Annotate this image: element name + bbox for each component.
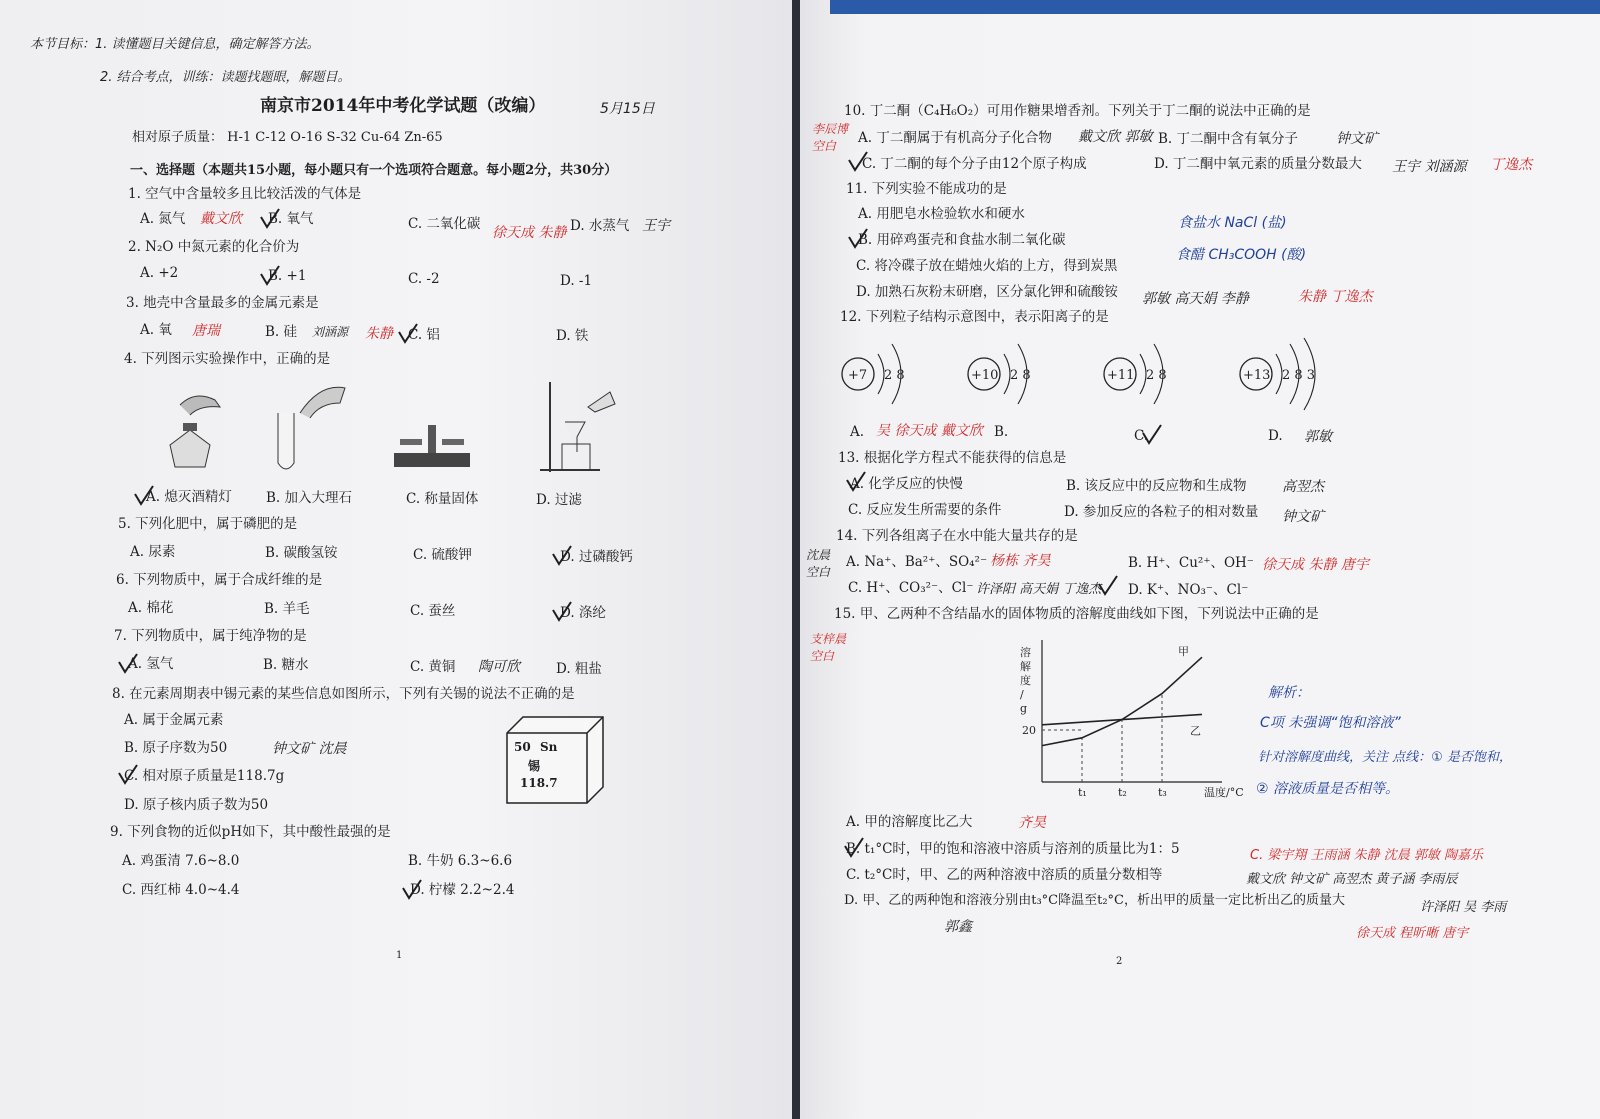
handwritten-name: 钟文矿 xyxy=(1282,509,1324,525)
handwritten-name: 吴 徐天成 戴文欣 xyxy=(876,423,983,439)
tile-atomic-number: 50 xyxy=(514,740,531,754)
page-number: 1 xyxy=(396,950,403,961)
analysis-note: ② 溶液质量是否相等。 xyxy=(1256,781,1400,797)
ion-diagram xyxy=(838,332,928,417)
option-b: B. 氧气 xyxy=(268,211,314,227)
option-a: A. +2 xyxy=(140,265,179,281)
option-d: D. K⁺、NO₃⁻、Cl⁻ xyxy=(1128,582,1249,598)
handwritten-name: 郭敏 高天娟 李静 xyxy=(1142,291,1249,307)
handwritten-name: 戴文欣 钟文矿 高翌杰 黄子涵 李雨辰 xyxy=(1246,872,1458,887)
option-b: B. H⁺、Cu²⁺、OH⁻ xyxy=(1128,555,1254,571)
option-c: C. 西红柿 4.0~4.4 xyxy=(122,882,240,898)
handwritten-note: 2. 结合考点，训练：读题找题眼，解题目。 xyxy=(100,70,351,85)
option-c: C. 相对原子质量是118.7g xyxy=(124,768,285,784)
check-mark-icon xyxy=(846,227,868,249)
y-tick-label: 20 xyxy=(1022,724,1036,737)
handwritten-name: 戴文欣 xyxy=(200,211,242,227)
option-c: C. xyxy=(1134,428,1149,444)
ion-diagram xyxy=(1236,332,1346,417)
svg-text:+13: +13 xyxy=(1243,368,1271,383)
option-b: B. 碳酸氢铵 xyxy=(265,545,338,561)
x-tick-label: t₃ xyxy=(1158,786,1167,799)
handwritten-name: 王宇 xyxy=(642,218,670,234)
y-axis-label: 溶 xyxy=(1020,646,1031,659)
check-mark-icon xyxy=(116,652,138,674)
option-d: D. 铁 xyxy=(556,328,589,344)
option-d: D. xyxy=(1268,428,1283,444)
question-stem: 8. 在元素周期表中锡元素的某些信息如图所示，下列有关锡的说法不正确的是 xyxy=(112,686,575,702)
handwritten-side-note: 沈晨 空白 xyxy=(806,548,831,579)
series-label: 甲 xyxy=(1178,645,1189,659)
question-stem: 1. 空气中含量较多且比较活泼的气体是 xyxy=(128,186,362,202)
handwritten-name: 徐天成 程昕晰 唐宇 xyxy=(1356,926,1469,941)
svg-text:+7: +7 xyxy=(848,368,868,383)
option-d: D. -1 xyxy=(560,273,593,289)
option-a: A. 氮气 xyxy=(140,211,186,227)
x-tick-label: t₂ xyxy=(1118,786,1127,799)
check-mark-icon xyxy=(396,322,418,344)
section-heading: 一、选择题（本题共15小题，每小题只有一个选项符合题意。每小题2分，共30分） xyxy=(130,163,618,178)
handwritten-name: 戴文欣 郭敏 xyxy=(1078,129,1153,145)
ion-diagram xyxy=(1100,332,1190,417)
option-a: A. 熄灭酒精灯 xyxy=(146,489,232,505)
solubility-chart xyxy=(1010,636,1244,806)
question-stem: 5. 下列化肥中，属于磷肥的是 xyxy=(118,516,298,532)
check-mark-icon xyxy=(550,600,572,622)
option-a: A. 尿素 xyxy=(130,544,176,560)
atomic-masses: 相对原子质量： H-1 C-12 O-16 S-32 Cu-64 Zn-65 xyxy=(132,130,443,145)
check-mark-icon xyxy=(844,470,866,492)
option-b: B. 牛奶 6.3~6.6 xyxy=(408,853,513,869)
question-stem: 3. 地壳中含量最多的金属元素是 xyxy=(126,295,319,311)
option-b: B. t₁°C时，甲的饱和溶液中溶质与溶剂的质量比为1：5 xyxy=(846,841,1180,857)
analysis-note: 针对溶解度曲线，关注 点线：① 是否饱和， xyxy=(1258,750,1512,765)
handwritten-name: 许泽阳 吴 李雨 xyxy=(1420,900,1507,915)
option-b: B. 该反应中的反应物和生成物 xyxy=(1066,478,1247,494)
option-b: B. xyxy=(994,424,1009,440)
test-tube-icon xyxy=(270,383,350,475)
handwritten-name: 钟文矿 沈晨 xyxy=(272,741,347,757)
handwritten-name: 朱静 丁逸杰 xyxy=(1298,289,1373,305)
handwritten-name: 郭敏 xyxy=(1304,429,1332,445)
option-a: A. Na⁺、Ba²⁺、SO₄²⁻ xyxy=(846,554,988,570)
option-d: D. 参加反应的各粒子的相对数量 xyxy=(1064,504,1259,520)
option-b: B. 用碎鸡蛋壳和食盐水制二氧化碳 xyxy=(858,232,1066,248)
analysis-note: 解析： xyxy=(1268,685,1310,701)
handwritten-name: 唐瑞 xyxy=(192,323,220,339)
x-axis-label: 温度/°C xyxy=(1204,786,1244,799)
check-mark-icon xyxy=(116,763,138,785)
option-c: C. 硫酸钾 xyxy=(413,547,472,563)
option-a: A. 氢气 xyxy=(128,656,174,672)
tile-mass: 118.7 xyxy=(520,776,558,790)
option-a: A. xyxy=(850,424,865,440)
option-a: A. 用肥皂水检验软水和硬水 xyxy=(858,206,1025,222)
handwritten-date: 5月15日 xyxy=(600,101,655,117)
analysis-note: C项 未强调“饱和溶液” xyxy=(1260,715,1401,731)
question-stem: 2. N₂O 中氮元素的化合价为 xyxy=(128,239,300,255)
question-stem: 12. 下列粒子结构示意图中，表示阳离子的是 xyxy=(840,309,1109,325)
option-c: C. 丁二酮的每个分子由12个原子构成 xyxy=(862,156,1087,172)
y-axis-label: 度 xyxy=(1020,674,1031,687)
option-d: D. 过滤 xyxy=(536,492,582,508)
question-stem: 15. 甲、乙两种不含结晶水的固体物质的溶解度曲线如下图，下列说法中正确的是 xyxy=(834,606,1319,622)
option-d: D. 粗盐 xyxy=(556,661,602,677)
x-tick-label: t₁ xyxy=(1078,786,1087,799)
option-c: C. 铝 xyxy=(408,327,440,343)
option-c: C. 将冷碟子放在蜡烛火焰的上方，得到炭黑 xyxy=(856,258,1118,274)
series-line xyxy=(1042,714,1202,724)
check-mark-icon xyxy=(1096,574,1118,596)
handwritten-name: 郭鑫 xyxy=(944,919,972,935)
svg-text:2 8: 2 8 xyxy=(884,368,905,383)
option-b: B. 丁二酮中含有氧分子 xyxy=(1158,131,1299,147)
handwritten-name: 徐天成 朱静 唐宇 xyxy=(1262,557,1369,573)
background-strip xyxy=(830,0,1600,14)
handwritten-side-note: 李辰博 空白 xyxy=(812,122,849,153)
option-b: B. 硅 xyxy=(265,324,298,340)
handwritten-side-note: 支梓晨 空白 xyxy=(810,632,847,663)
handwritten-note-blue: 食盐水 NaCl (盐) xyxy=(1178,215,1287,231)
option-a: A. 氧 xyxy=(140,322,172,338)
ion-diagram xyxy=(964,332,1054,417)
handwritten-name: 王宇 刘涵源 xyxy=(1392,159,1467,175)
question-stem: 7. 下列物质中，属于纯净物的是 xyxy=(114,628,307,644)
option-a: A. 属于金属元素 xyxy=(124,712,224,728)
handwritten-name: 朱静 xyxy=(365,326,393,342)
option-a: A. 丁二酮属于有机高分子化合物 xyxy=(858,130,1052,146)
option-c: C. t₂°C时，甲、乙的两种溶液中溶质的质量分数相等 xyxy=(846,867,1163,883)
handwritten-name: 陶可欣 xyxy=(478,659,520,675)
option-c: C. H⁺、CO₃²⁻、Cl⁻ xyxy=(848,580,974,596)
check-mark-icon xyxy=(846,150,868,172)
option-a: A. 甲的溶解度比乙大 xyxy=(846,814,973,830)
check-mark-icon xyxy=(550,544,572,566)
tile-symbol: Sn xyxy=(540,740,558,754)
check-mark-icon xyxy=(400,878,422,900)
tin-element-tile xyxy=(505,715,605,805)
check-mark-icon xyxy=(842,836,864,858)
check-mark-icon xyxy=(132,484,154,506)
option-d: D. 原子核内质子数为50 xyxy=(124,797,269,813)
option-d: D. 水蒸气 xyxy=(570,218,630,234)
series-label: 乙 xyxy=(1190,724,1201,738)
page-number: 2 xyxy=(1116,956,1123,967)
handwritten-name: 高翌杰 xyxy=(1282,479,1324,495)
handwritten-name: 钟文矿 xyxy=(1336,131,1378,147)
check-mark-icon xyxy=(1140,423,1162,445)
question-stem: 6. 下列物质中，属于合成纤维的是 xyxy=(116,572,323,588)
handwritten-name: 丁逸杰 xyxy=(1490,157,1532,173)
filter-funnel-icon xyxy=(540,382,620,474)
y-axis-label: g xyxy=(1020,702,1028,715)
option-a: A. 化学反应的快慢 xyxy=(850,476,963,492)
handwritten-note-blue: 食醋 CH₃COOH (酸) xyxy=(1176,247,1307,263)
question-stem: 14. 下列各组离子在水中能大量共存的是 xyxy=(836,528,1078,544)
svg-text:+10: +10 xyxy=(971,368,999,383)
question-stem: 13. 根据化学方程式不能获得的信息是 xyxy=(838,450,1067,466)
balance-scale-icon xyxy=(392,415,472,470)
option-d: D. 甲、乙的两种饱和溶液分别由t₃°C降温至t₂°C，析出甲的质量一定比析出乙的质量大 xyxy=(844,893,1345,908)
option-b: B. 羊毛 xyxy=(264,601,310,617)
option-d: D. 加熟石灰粉末研磨，区分氯化钾和硫酸铵 xyxy=(856,284,1118,300)
svg-text:+11: +11 xyxy=(1107,368,1135,383)
svg-text:2 8 3: 2 8 3 xyxy=(1282,368,1316,383)
option-c: C. -2 xyxy=(408,271,440,287)
option-d: D. 涤纶 xyxy=(560,605,606,621)
option-d: D. 过磷酸钙 xyxy=(560,549,633,565)
svg-text:2 8: 2 8 xyxy=(1146,368,1167,383)
handwritten-name: 杨栋 齐昊 xyxy=(990,553,1051,569)
option-c: C. 二氧化碳 xyxy=(408,216,481,232)
handwritten-note: 本节目标：1. 读懂题目关键信息，确定解答方法。 xyxy=(30,37,320,52)
option-a: A. 鸡蛋清 7.6~8.0 xyxy=(122,853,240,869)
handwritten-name: 刘涵源 xyxy=(312,325,349,339)
check-mark-icon xyxy=(258,264,280,286)
option-c: C. 蚕丝 xyxy=(410,603,456,619)
question-stem: 11. 下列实验不能成功的是 xyxy=(846,181,1007,197)
handwritten-name: 徐天成 朱静 xyxy=(492,225,567,241)
tile-name: 锡 xyxy=(528,759,541,773)
option-b: B. 糖水 xyxy=(263,657,309,673)
exam-page-1 xyxy=(0,0,792,1119)
option-c: C. 反应发生所需要的条件 xyxy=(848,502,1002,518)
check-mark-icon xyxy=(258,207,280,229)
question-stem: 10. 丁二酮（C₄H₆O₂）可用作糖果增香剂。下列关于丁二酮的说法中正确的是 xyxy=(844,103,1311,119)
option-b: B. 加入大理石 xyxy=(266,490,353,506)
question-stem: 9. 下列食物的近似pH如下，其中酸性最强的是 xyxy=(110,824,391,840)
option-d: D. 柠檬 2.2~2.4 xyxy=(410,882,515,898)
exam-title: 南京市2014年中考化学试题（改编） xyxy=(260,96,546,116)
option-c: C. 称量固体 xyxy=(406,491,479,507)
option-b: B. +1 xyxy=(268,268,307,284)
option-d: D. 丁二酮中氧元素的质量分数最大 xyxy=(1154,156,1362,172)
option-c: C. 黄铜 xyxy=(410,659,456,675)
alcohol-lamp-icon xyxy=(150,385,230,475)
handwritten-name: C. 梁宇翔 王雨涵 朱静 沈晨 郭敏 陶嘉乐 xyxy=(1250,848,1484,863)
question-stem: 4. 下列图示实验操作中，正确的是 xyxy=(124,351,331,367)
y-axis-label: 解 xyxy=(1020,660,1031,673)
handwritten-name: 许泽阳 高天娟 丁逸杰 xyxy=(976,582,1102,597)
y-axis-label: / xyxy=(1020,688,1024,701)
handwritten-name: 齐昊 xyxy=(1018,815,1046,831)
option-b: B. 原子序数为50 xyxy=(124,740,228,756)
svg-text:2 8: 2 8 xyxy=(1010,368,1031,383)
option-a: A. 棉花 xyxy=(128,600,174,616)
